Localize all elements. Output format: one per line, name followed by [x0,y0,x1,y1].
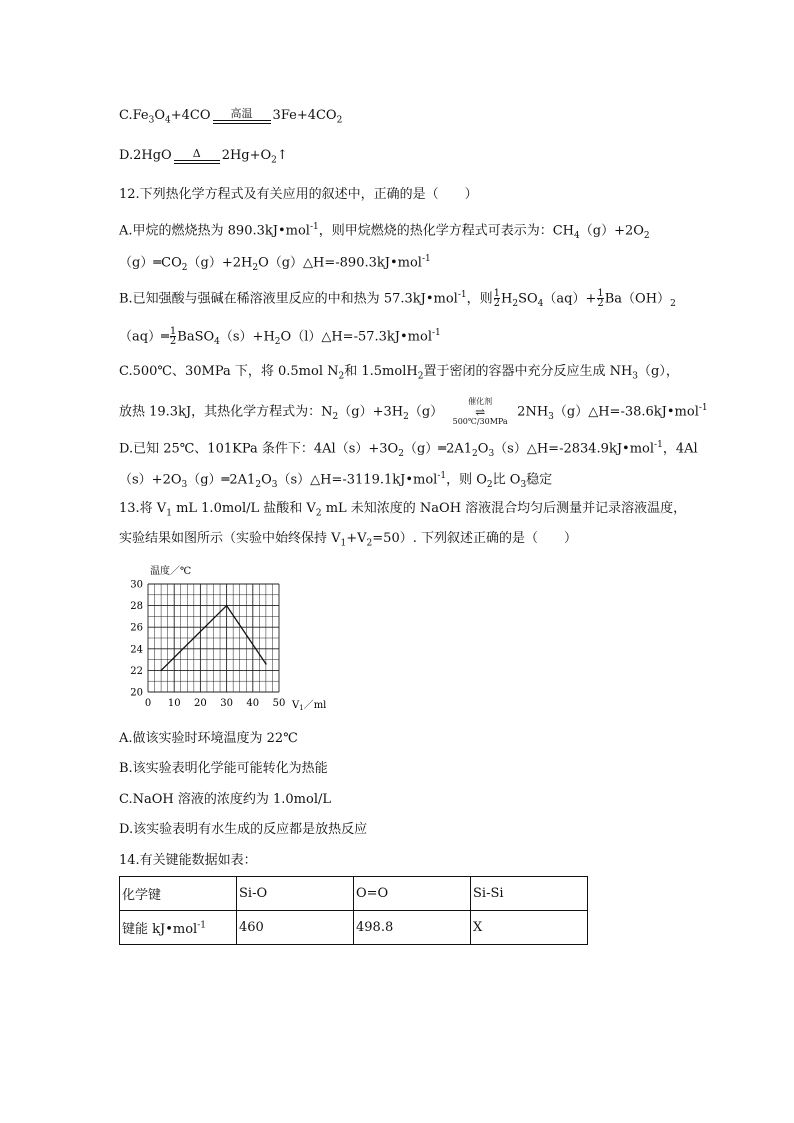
q12-option-a-line1: A.甲烷的燃烧热为 890.3kJ•mol$^{-1}$，则甲烷燃烧的热化学方程式可表示为：$CH_4(g)+2O_2$ [119,222,650,241]
x-tick-label: 30 [220,698,233,709]
fraction-half: $\frac{1}{2}$ [597,288,604,310]
temperature-chart [126,560,356,718]
q13-option-a: A.做该实验时环境温度为 22℃ [119,731,298,746]
q12-option-d-line2: $(s)+2O_3(g)═2A1_2O_3(s)\triangle H=-3119.1kJ•mol^{-1}$，则 $O_2$比 $O_3$稳定 [119,471,553,490]
table-cell: X [471,911,588,945]
table-header-cell: Si-O [237,877,354,911]
q11-option-c: $C.Fe_3O_4+4CO$ 高温 $3Fe+4CO_2$ [119,106,343,126]
x-tick-label: 0 [144,698,152,709]
data-point [265,663,267,665]
q12-option-a-line2: $(g)═CO_2(g)+2H_2O(g)\triangle H=-890.3kJ•mol^{-1}$ [119,254,431,273]
q11-option-d: D.2HgO Δ $2Hg+O_2↑$ [119,146,288,166]
q12-option-d-line1: D.已知 25℃、101KPa 条件下：$4Al(s)+3O_2(g)═2A1_2O_3(s)\triangle H=-2834.9kJ•mol^{-1}$，4Al [119,440,698,459]
x-tick-label: 50 [272,698,286,709]
table-cell: 498.8 [354,911,471,945]
reaction-condition: Δ [174,148,220,164]
chart-ticks [130,580,285,710]
q14-stem: 14.有关键能数据如表： [119,853,257,868]
data-point [160,670,162,672]
table-header-cell: O=O [354,877,471,911]
x-tick-label: 20 [194,698,207,709]
y-axis-label: 温度／℃ [150,566,192,577]
q12-stem: 12.下列热化学方程式及有关应用的叙述中，正确的是（ ） [119,187,478,202]
q13-option-c: C.NaOH 溶液的浓度约为 1.0mol/L [119,792,331,807]
y-tick-label: 20 [130,687,143,699]
q12-option-c-line1: C.500℃、30MPa 下，将 0.5mol $N_2$和 1.5molH$_2$置于密闭的容器中充分反应生成 $NH_3(g)$， [119,364,679,382]
q12-option-b-line2: （aq）═ $\frac{1}{2}$ $BaSO_4(s)+H_2O(l)\triangle H=-57.3kJ•mol^{-1}$ [119,326,441,348]
data-point [226,605,228,607]
y-tick-label: 22 [130,665,143,677]
q13-stem-line1: 13.将 $V_1$ mL 1.0mol/L 盐酸和 $V_2$ mL 未知浓度的 NaOH 溶液混合均匀后测量并记录溶液温度， [119,501,687,519]
catalyst-equilibrium-arrow: 催化剂 ⇌ 500℃/30MPa [452,397,508,426]
table-header-cell: Si-Si [471,877,588,911]
table-cell: 460 [237,911,354,945]
table-header-row [120,877,588,911]
table-header-cell: 化学键 [120,877,237,911]
q13-option-d: D.该实验表明有水生成的反应都是放热反应 [119,822,368,837]
fraction-half: $\frac{1}{2}$ [169,326,177,348]
y-tick-label: 28 [130,601,143,613]
q12-option-c-line2: 放热 19.3kJ，其热化学方程式为：$N_2(g)+3H_2(g)$ 催化剂 ⇌ 500℃/30MPa $2NH_3(g)\triangle H=-38.6kJ•mol^{-1}$ [119,397,708,426]
x-tick-label: 10 [167,698,181,709]
q13-option-b: B.该实验表明化学能可能转化为热能 [119,761,328,776]
q12-option-b-line1: B.已知强酸与强碱在稀溶液里反应的中和热为 57.3kJ•mol$^{-1}$，则 $\frac{1}{2}$ $H_2SO_4(aq)+$ $\frac{1}{2}$ $Ba(OH)_2$ [119,288,676,310]
y-tick-label: 26 [130,622,143,634]
bond-energy-table [119,876,588,945]
y-tick-label: 30 [130,579,143,591]
x-tick-label: 40 [246,698,260,709]
table-row-label: 键能 kJ•mol$^{-1}$ [120,911,237,945]
x-axis-label: $V_1/ml$ [292,700,327,712]
reaction-condition: 高温 [213,108,271,124]
table-row [120,911,588,945]
y-tick-label: 24 [130,644,143,656]
q13-stem-line2: 实验结果如图所示（实验中始终保持 $V_1+V_2=50$）. 下列叙述正确的是（ ） [119,531,577,549]
fraction-half: $\frac{1}{2}$ [493,288,501,310]
chart-grid [148,584,279,692]
